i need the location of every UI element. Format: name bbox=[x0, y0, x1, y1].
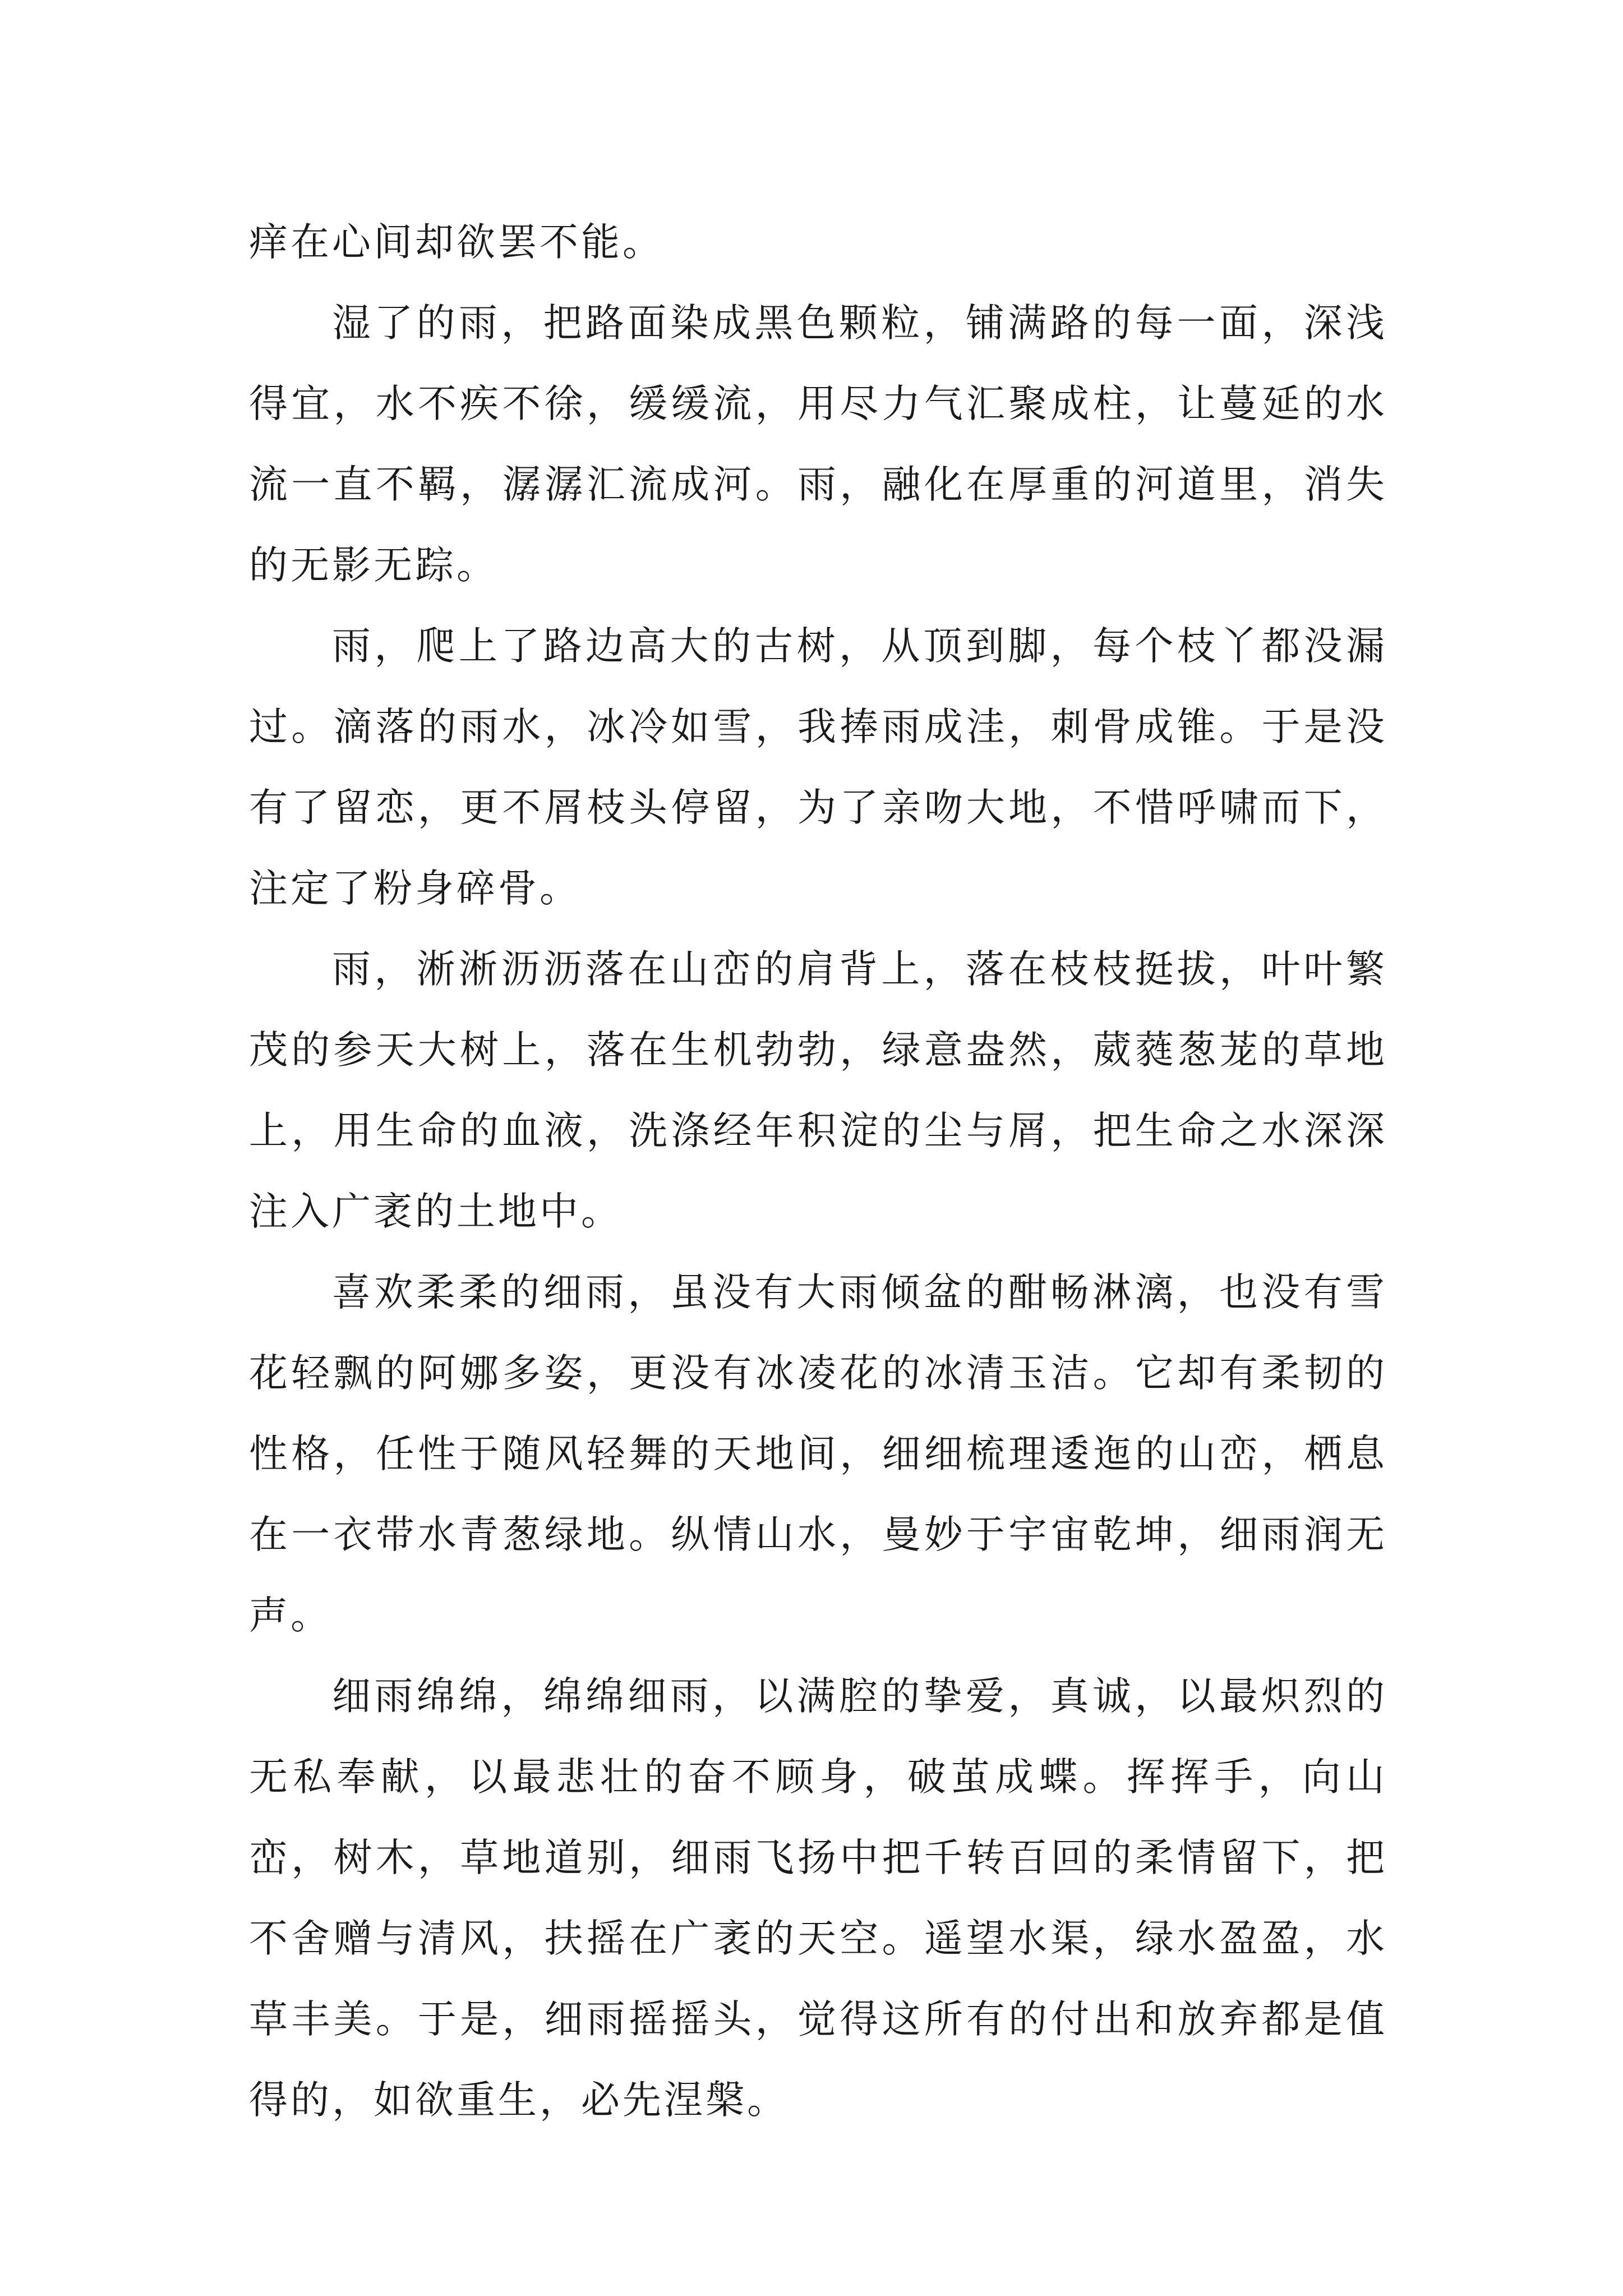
paragraph-4: 雨，淅淅沥沥落在山峦的肩背上，落在枝枝挺拔，叶叶繁茂的参天大树上，落在生机勃勃，绿意盎然，葳蕤葱茏的草地上，用生命的血液，洗涤经年积淀的尘与屑，把生命之水深深注入广袤的土地中。 bbox=[249, 947, 1387, 1234]
paragraph-6: 细雨绵绵，绵绵细雨，以满腔的挚爱，真诚，以最炽烈的无私奉献，以最悲壮的奋不顾身，破茧成蝶。挥挥手，向山峦，树木，草地道别，细雨飞扬中把千转百回的柔情留下，把不舍赠与清风，扶摇在广袤的天空。遥望水渠，绿水盈盈，水草丰美。于是，细雨摇摇头，觉得这所有的付出和放弃都是值得的，如欲重生，必先涅槃。 bbox=[249, 1674, 1387, 2123]
paragraph-3: 雨，爬上了路边高大的古树，从顶到脚，每个枝丫都没漏过。滴落的雨水，冰冷如雪，我捧雨成洼，刺骨成锥。于是没有了留恋，更不屑枝头停留，为了亲吻大地，不惜呼啸而下，注定了粉身碎骨。 bbox=[249, 624, 1387, 911]
paragraph-5: 喜欢柔柔的细雨，虽没有大雨倾盆的酣畅淋漓，也没有雪花轻飘的阿娜多姿，更没有冰凌花的冰清玉洁。它却有柔韧的性格，任性于随风轻舞的天地间，细细梳理逶迤的山峦，栖息在一衣带水青葱绿地。纵情山水，曼妙于宇宙乾坤，细雨润无声。 bbox=[249, 1270, 1387, 1638]
paragraph-1: 痒在心间却欲罢不能。 bbox=[249, 220, 664, 265]
paragraph-2: 湿了的雨，把路面染成黑色颗粒，铺满路的每一面，深浅得宜，水不疾不徐，缓缓流，用尽力气汇聚成柱，让蔓延的水流一直不羁，潺潺汇流成河。雨，融化在厚重的河道里，消失的无影无踪。 bbox=[249, 301, 1387, 588]
document-body bbox=[249, 202, 1387, 2141]
